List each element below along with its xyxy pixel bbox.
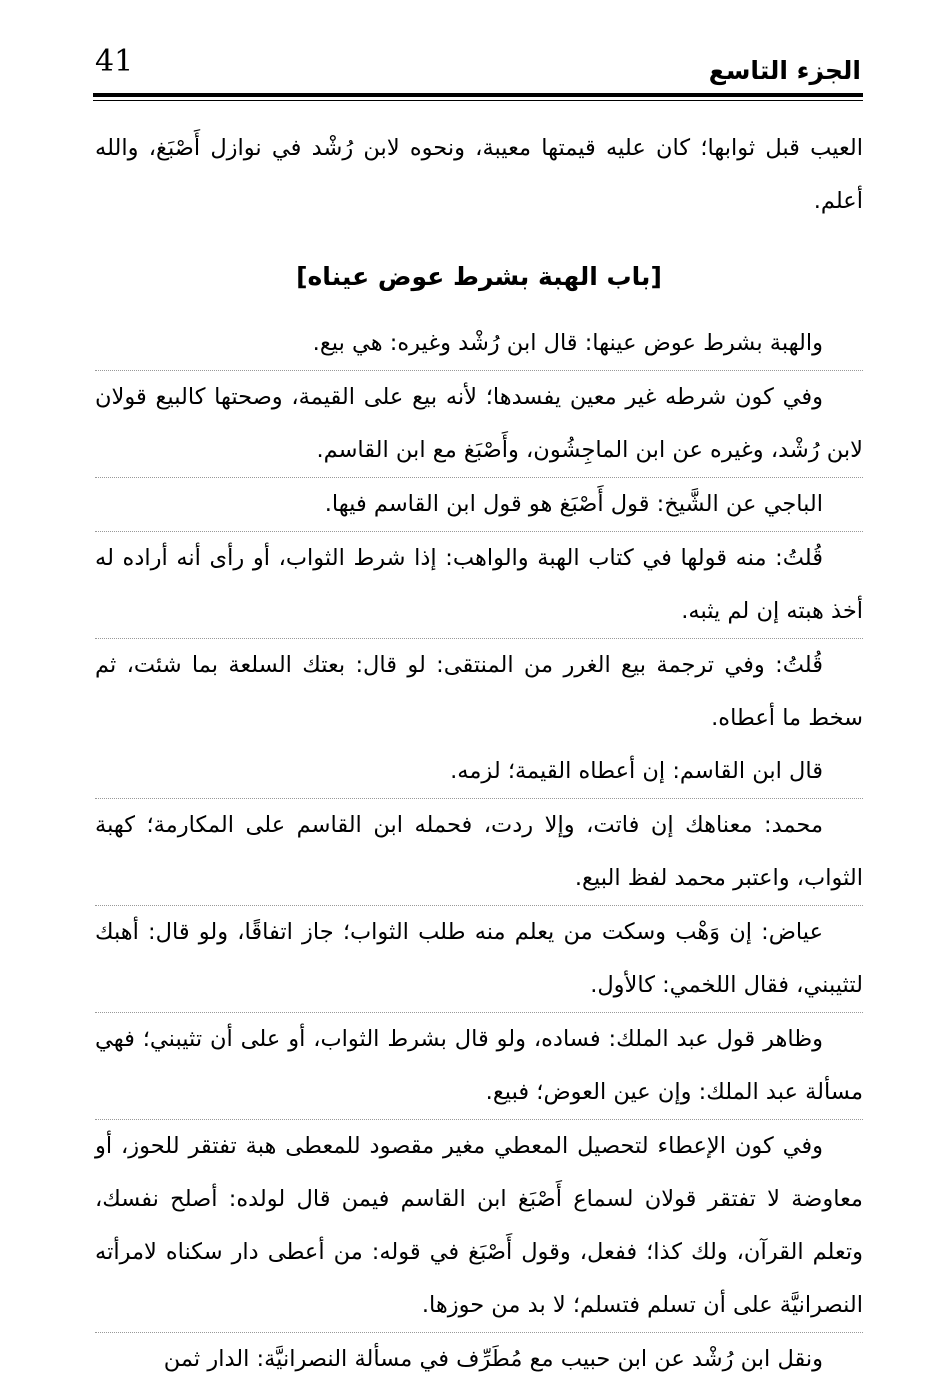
paragraph: وظاهر قول عبد الملك: فساده، ولو قال بشرط الثواب، أو على أن تثيبني؛ فهي مسألة عبد الملك: وإن عين العوض؛ فبيع.	[95, 1012, 863, 1119]
paragraph: والهبة بشرط عوض عينها: قال ابن رُشْد وغيره: هي بيع.	[312, 330, 823, 356]
paragraph: وفي كون شرطه غير معين يفسدها؛ لأنه بيع على القيمة، وصحتها كالبيع قولان لابن رُشْد، وغيره عن ابن الماجِشُون، وأَصْبَغ مع ابن القاسم.	[95, 370, 863, 477]
paragraph: العيب قبل ثوابها؛ كان عليه قيمتها معيبة، ونحوه لابن رُشْد في نوازل أَصْبَغ، والله أعلم.	[95, 135, 863, 214]
header-rule-thin	[93, 100, 863, 101]
paragraph: وفي كون الإعطاء لتحصيل المعطي مغير مقصود للمعطى هبة تفتقر للحوز، أو معاوضة لا تفتقر قولان لسماع أَصْبَغ ابن القاسم فيمن قال لولده: أصلح نفسك، وتعلم القرآن، ولك كذا؛ ففعل، وقول أَصْبَغ في قوله: من أعطى دار سكناه لامرأته النصرانيَّة على أن تسلم فتسلم؛ لا بد من حوزها.	[95, 1119, 863, 1332]
page-body	[95, 122, 863, 1386]
paragraph: محمد: معناهك إن فاتت، وإلا ردت، فحمله ابن القاسم على المكارمة؛ كهبة الثواب، واعتبر محمد لفظ البيع.	[95, 798, 863, 905]
paragraph: قُلتُ: وفي ترجمة بيع الغرر من المنتقى: لو قال: بعتك السلعة بما شئت، ثم سخط ما أعطاه.	[95, 638, 863, 745]
running-head: الجزء التاسع	[708, 56, 861, 85]
header-rule-thick	[93, 93, 863, 97]
paragraph: الباجي عن الشَّيخ: قول أَصْبَغ هو قول ابن القاسم فيها.	[95, 477, 863, 531]
paragraph: قال ابن القاسم: إن أعطاه القيمة؛ لزمه.	[450, 758, 823, 784]
paragraph: ونقل ابن رُشْد عن ابن حبيب مع مُطَرِّف في مسألة النصرانيَّة: الدار ثمن	[95, 1332, 863, 1386]
chapter-heading: [باب الهبة بشرط عوض عيناه]	[296, 262, 662, 291]
page-header	[93, 40, 863, 96]
paragraph: عياض: إن وَهْب وسكت من يعلم منه طلب الثواب؛ جاز اتفاقًا، ولو قال: أهبك لتثيبني، فقال اللخمي: كالأول.	[95, 905, 863, 1012]
page-number: 41	[95, 44, 134, 79]
paragraph: قُلتُ: منه قولها في كتاب الهبة والواهب: إذا شرط الثواب، أو رأى أنه أراده له أخذ هبته إن لم يثبه.	[95, 531, 863, 638]
